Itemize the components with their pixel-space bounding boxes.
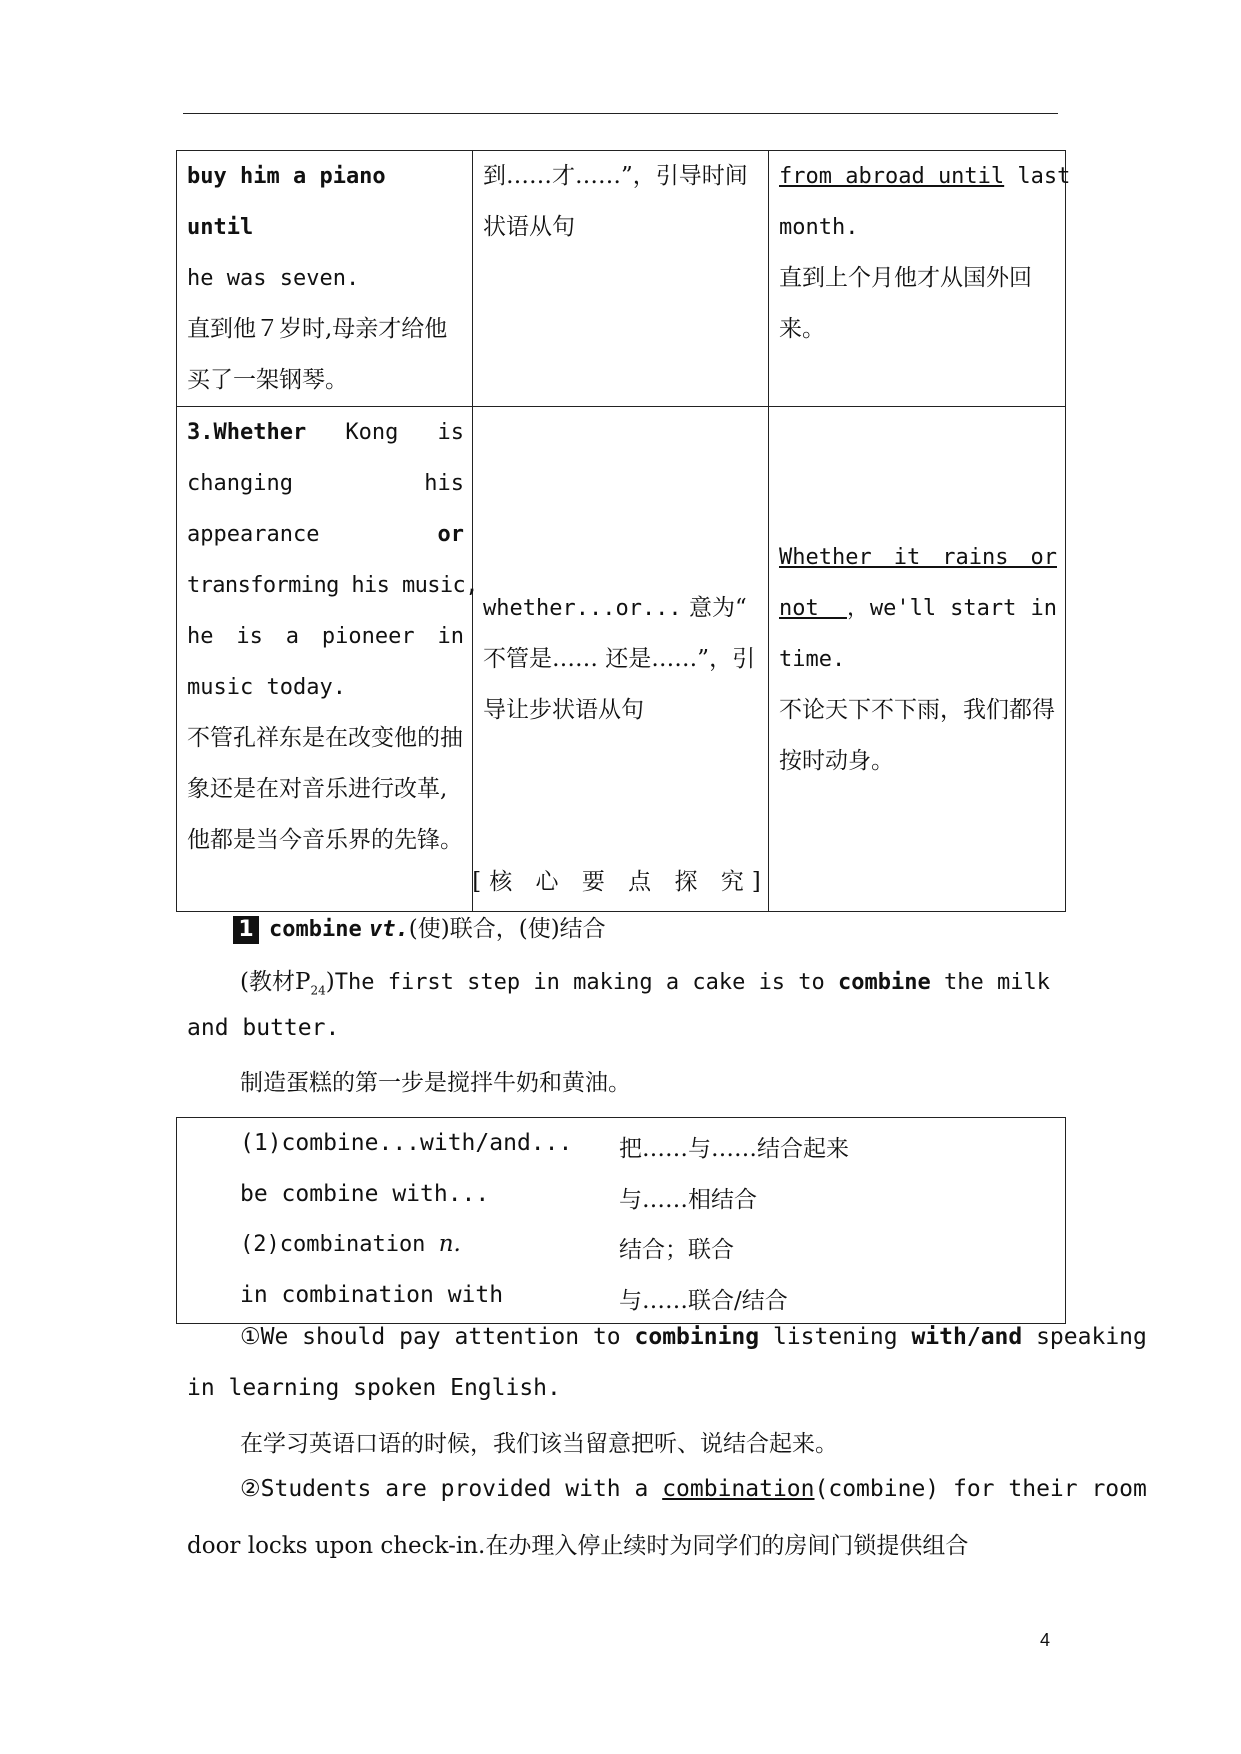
cell-text: 意为“ 不管是…… 还是……”，引导让步状语从句	[483, 594, 756, 723]
source-label: (教材P	[240, 969, 311, 995]
cell-translation: 直到他７岁时,母亲才给他买了一架钢琴。	[187, 316, 448, 393]
source-label-end: )	[325, 969, 335, 995]
example-translation: 制造蛋糕的第一步是搅拌牛奶和黄油。	[240, 1070, 631, 1096]
item-meaning: (使)联合，(使)结合	[408, 916, 606, 942]
example-text: ②Students are provided with a	[240, 1476, 663, 1502]
underlined-answer: combination	[662, 1476, 815, 1502]
example-1	[240, 1324, 1147, 1350]
item-word: combine	[269, 917, 362, 942]
cell-text: time.	[779, 646, 846, 672]
cell-text: changing his	[187, 471, 464, 496]
cell-text: he is a pioneer in	[187, 624, 464, 649]
example-table	[176, 150, 1071, 912]
cell-text: Kong is	[345, 420, 464, 445]
cell-text: appearance	[187, 522, 320, 547]
item-number-badge: 1	[233, 916, 259, 944]
example-2	[240, 1476, 1147, 1502]
example-text: ①We should pay attention to	[240, 1324, 635, 1350]
cell-bold-text: buy him a piano until	[187, 164, 386, 240]
cell-text: ，we'll start in	[846, 595, 1057, 621]
table-cell-example	[177, 151, 473, 407]
usage-phrase: in combination with	[240, 1282, 504, 1308]
example-text: in learning spoken English.	[187, 1375, 561, 1401]
example-translation: 在学习英语口语的时候，我们该当留意把听、说结合起来。	[240, 1431, 838, 1457]
example-keyword: with/and	[911, 1324, 1023, 1350]
underlined-answer: Whether it rains or	[779, 544, 1057, 570]
example-text: The first step in making a cake is to	[334, 970, 839, 995]
example-keyword: combining	[634, 1324, 760, 1350]
example-text: listening	[759, 1324, 912, 1350]
table-cell-sample	[769, 151, 1071, 407]
usage-box	[176, 1117, 1066, 1324]
example-text: and butter.	[187, 1015, 340, 1041]
cell-text: whether...or...	[483, 595, 682, 621]
source-page: 24	[310, 983, 326, 998]
example-text: (combine) for their room	[814, 1476, 1147, 1502]
cell-text: last	[1004, 164, 1071, 189]
example-text: door locks upon check-in.在办理入停止续时为同学们的房间门锁提供组合	[187, 1533, 969, 1559]
usage-phrase: (1)combine...with/and...	[240, 1130, 573, 1156]
usage-meaning: 结合；联合	[619, 1237, 734, 1263]
underlined-answer: from abroad until	[779, 164, 1005, 189]
table-cell-sample	[769, 407, 1066, 912]
cell-text: month.	[779, 215, 859, 240]
usage-meaning: 把……与……结合起来	[619, 1136, 849, 1162]
usage-phrase-text: (2)combination	[240, 1232, 439, 1257]
cell-text: music today.	[187, 675, 346, 700]
table-row	[177, 151, 1066, 407]
usage-meaning: 与……联合/结合	[619, 1288, 788, 1314]
table-cell-explanation	[473, 407, 769, 912]
table-row	[177, 407, 1066, 912]
cell-translation: 直到上个月他才从国外回来。	[779, 265, 1032, 342]
usage-pos: n.	[438, 1231, 461, 1257]
header-rule	[183, 113, 1058, 114]
cell-bold-text: 3.Whether	[187, 420, 307, 445]
usage-phrase	[240, 1231, 461, 1257]
table-cell-example	[177, 407, 478, 912]
item-pos: vt.	[369, 917, 409, 942]
item-heading	[233, 910, 606, 944]
cell-translation: 不论天下不下雨，我们都得按时动身。	[779, 696, 1055, 774]
section-heading: [核 心 要 点 探 究]	[472, 869, 769, 895]
cell-text: transforming his music,	[187, 573, 478, 598]
textbook-example	[240, 963, 1050, 998]
cell-text: 到……才……”，引导时间状语从句	[483, 163, 748, 240]
table-cell-explanation	[473, 151, 769, 407]
example-keyword: combine	[838, 970, 931, 995]
cell-bold-text: or	[437, 522, 464, 547]
usage-phrase: be combine with...	[240, 1181, 490, 1207]
cell-text: he was seven.	[187, 266, 360, 291]
cell-translation: 不管孔祥东是在改变他的抽象还是在对音乐进行改革,他都是当今音乐界的先锋。	[187, 725, 463, 853]
example-text: speaking	[1022, 1324, 1147, 1350]
example-text: the milk	[930, 970, 1050, 995]
underlined-answer: not	[779, 595, 847, 621]
page-number: 4	[1040, 1630, 1051, 1650]
usage-meaning: 与……相结合	[619, 1187, 757, 1213]
